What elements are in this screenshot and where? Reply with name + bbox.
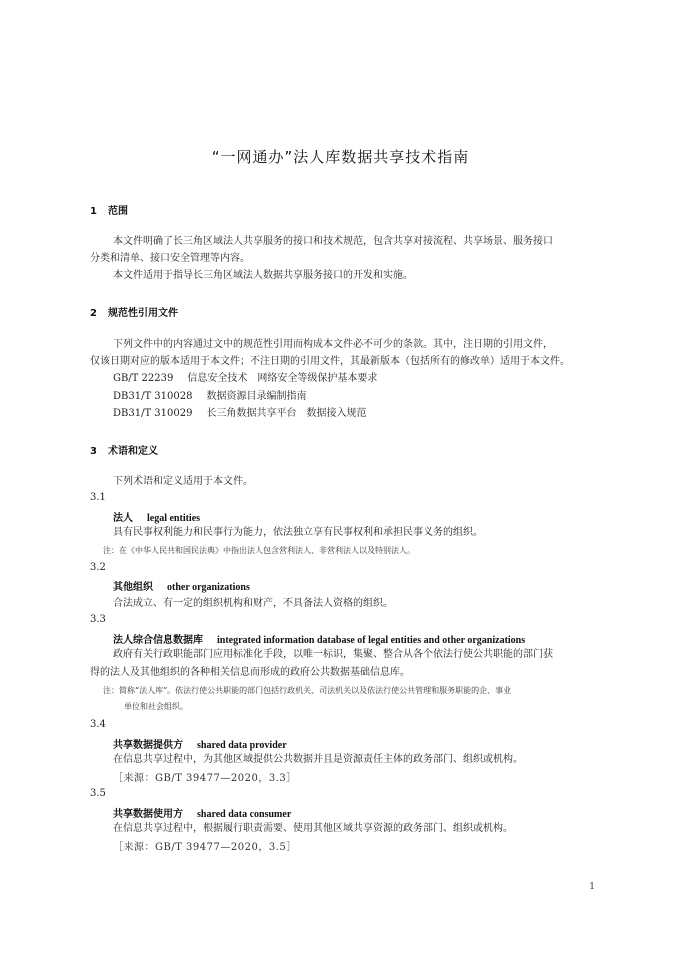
term-number: 3.2	[90, 562, 106, 573]
term-number: 3.5	[90, 788, 106, 799]
reference-code: GB/T 22239	[113, 373, 174, 384]
term-zh: 其他组织	[113, 582, 153, 593]
term-heading	[113, 736, 287, 751]
section-1-heading	[90, 202, 128, 217]
reference-code: DB31/T 310028	[113, 391, 193, 402]
scope-paragraph-line: 分类和清单、接口安全管理等内容。	[90, 253, 250, 264]
section-title: 范围	[108, 206, 128, 217]
section-number: 1	[90, 206, 97, 217]
term-zh: 法人	[113, 513, 133, 524]
normative-paragraph-line: 仅该日期对应的版本适用于本文件；不注日期的引用文件，其最新版本（包括所有的修改单）适用于本文件。	[90, 356, 570, 367]
term-heading	[113, 805, 291, 820]
reference-item	[113, 405, 366, 422]
reference-item	[113, 388, 306, 405]
section-title: 术语和定义	[108, 446, 158, 457]
term-en: legal entities	[147, 513, 201, 524]
section-number: 3	[90, 446, 97, 457]
normative-paragraph-line: 下列文件中的内容通过文中的规范性引用而构成本文件必不可少的条款。其中，注日期的引用文件，	[113, 339, 553, 350]
term-en: shared data provider	[197, 740, 287, 751]
reference-title: 信息安全技术 网络安全等级保护基本要求	[187, 373, 378, 384]
term-definition-line: 得的法人及其他组织的各种相关信息而形成的政府公共数据基础信息库。	[90, 667, 410, 678]
terms-intro: 下列术语和定义适用于本文件。	[113, 476, 253, 487]
section-title: 规范性引用文件	[108, 308, 178, 319]
term-definition: 在信息共享过程中，为其他区域提供公共数据并且是资源责任主体的政务部门、组织或机构。	[113, 754, 523, 765]
term-en: shared data consumer	[197, 809, 292, 820]
term-note: 注：在《中华人民共和国民法典》中指出法人包含营利法人、非营利法人以及特别法人。	[103, 546, 415, 555]
term-definition-line: 政府有关行政职能部门应用标准化手段，以唯一标识，集聚、整合从各个依法行使公共职能的部门获	[113, 649, 553, 660]
term-heading	[113, 631, 525, 646]
term-en: other organizations	[167, 582, 250, 593]
reference-code: DB31/T 310029	[113, 408, 193, 419]
term-number: 3.1	[90, 492, 106, 503]
section-2-heading	[90, 304, 178, 319]
section-3-heading	[90, 442, 158, 457]
term-en: integrated information database of legal entities and other organizations	[217, 635, 526, 646]
term-heading	[113, 509, 200, 524]
term-source: ［来源：GB/T 39477—2020，3.5］	[113, 842, 297, 853]
term-number: 3.3	[90, 614, 106, 625]
term-note-line: 单位和社会组织。	[124, 702, 188, 711]
term-zh: 共享数据提供方	[113, 740, 183, 751]
reference-title: 长三角数据共享平台 数据接入规范	[206, 408, 367, 419]
reference-title: 数据资源目录编制指南	[206, 391, 307, 402]
term-heading	[113, 578, 250, 593]
document-title: “一网通办”法人库数据共享技术指南	[211, 148, 470, 166]
term-definition: 具有民事权利能力和民事行为能力，依法独立享有民事权利和承担民事义务的组织。	[113, 527, 483, 538]
term-definition: 在信息共享过程中，根据履行职责需要、使用其他区域共享资源的政务部门、组织或机构。	[113, 823, 513, 834]
term-zh: 法人综合信息数据库	[113, 635, 203, 646]
term-zh: 共享数据使用方	[113, 809, 183, 820]
term-note-line: 注：简称“法人库”。依法行使公共职能的部门包括行政机关、司法机关以及依法行使公共管理和服务职能的企、事业	[103, 686, 512, 695]
term-definition: 合法成立、有一定的组织机构和财产，不具备法人资格的组织。	[113, 598, 393, 609]
scope-paragraph-line: 本文件明确了长三角区域法人共享服务的接口和技术规范，包含共享对接流程、共享场景、服务接口	[113, 236, 553, 247]
reference-item	[113, 370, 377, 387]
page-number: 1	[589, 882, 595, 892]
term-source: ［来源：GB/T 39477—2020，3.3］	[113, 773, 297, 784]
section-number: 2	[90, 308, 97, 319]
scope-paragraph: 本文件适用于指导长三角区域法人数据共享服务接口的开发和实施。	[113, 270, 413, 281]
term-number: 3.4	[90, 719, 106, 730]
